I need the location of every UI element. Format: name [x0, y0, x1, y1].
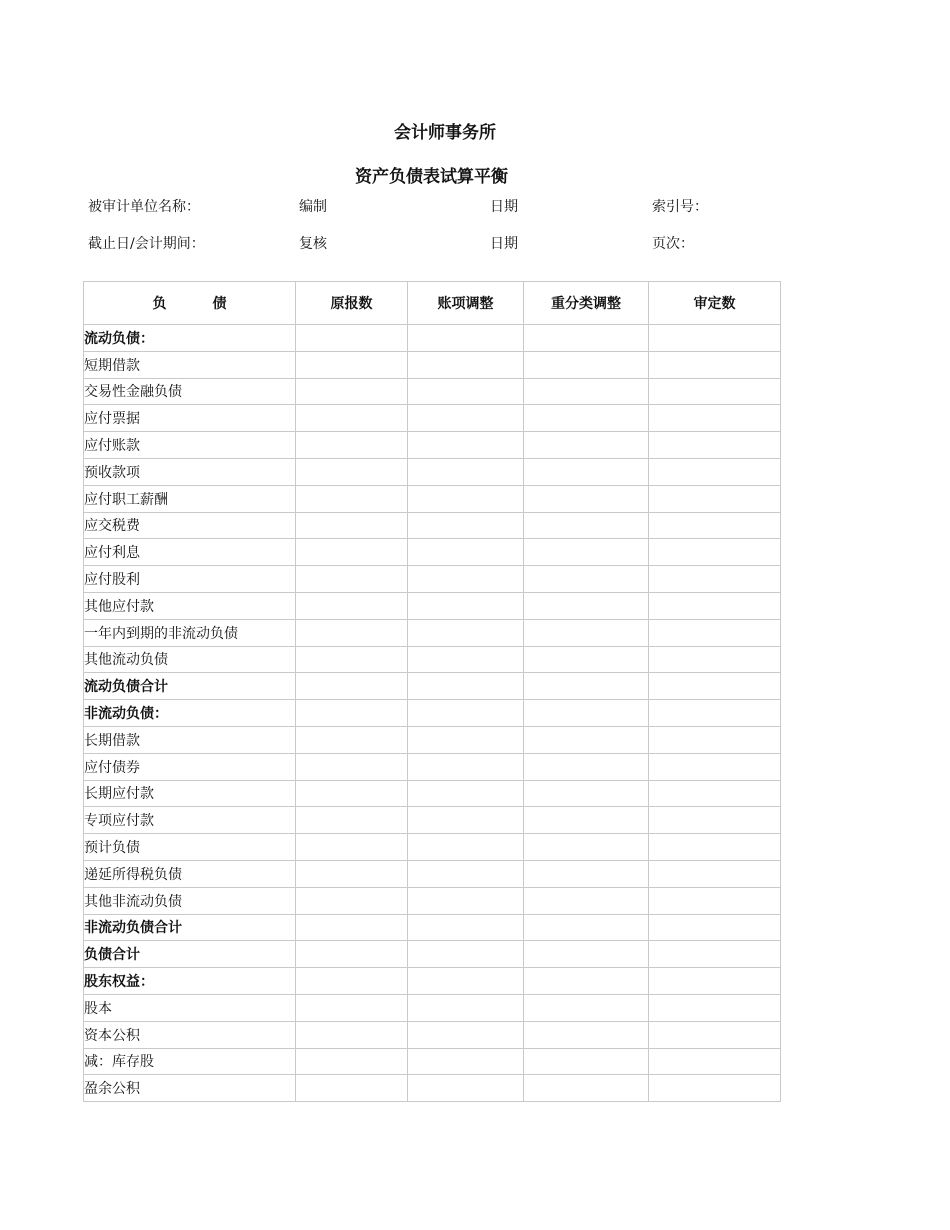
- adjustment-cell[interactable]: [408, 405, 524, 432]
- audited-value-cell[interactable]: [649, 860, 781, 887]
- table-row: [84, 914, 781, 941]
- table-row: [84, 726, 781, 753]
- column-header-original: 原报数: [296, 282, 408, 325]
- table-row: [84, 619, 781, 646]
- table-row: [84, 512, 781, 539]
- reclassification-cell[interactable]: [524, 860, 649, 887]
- audited-value-cell[interactable]: [649, 485, 781, 512]
- reclassification-cell[interactable]: [524, 914, 649, 941]
- reclassification-cell[interactable]: [524, 592, 649, 619]
- original-value-cell[interactable]: [296, 914, 408, 941]
- original-value-cell[interactable]: [296, 834, 408, 861]
- table-row: [84, 1048, 781, 1075]
- adjustment-cell[interactable]: [408, 485, 524, 512]
- original-value-cell[interactable]: [296, 860, 408, 887]
- table-row: [84, 860, 781, 887]
- header-item-char-2: 债: [212, 296, 227, 312]
- adjustment-cell[interactable]: [408, 700, 524, 727]
- reclassification-cell[interactable]: [524, 673, 649, 700]
- original-value-cell[interactable]: [296, 485, 408, 512]
- table-row: [84, 968, 781, 995]
- original-value-cell[interactable]: [296, 726, 408, 753]
- adjustment-cell[interactable]: [408, 887, 524, 914]
- adjustment-cell[interactable]: [408, 807, 524, 834]
- row-label: 短期借款: [84, 351, 296, 378]
- column-header-reclassification: 重分类调整: [524, 282, 649, 325]
- audited-value-cell[interactable]: [649, 432, 781, 459]
- original-value-cell[interactable]: [296, 887, 408, 914]
- adjustment-cell[interactable]: [408, 968, 524, 995]
- reclassification-cell[interactable]: [524, 378, 649, 405]
- original-value-cell[interactable]: [296, 619, 408, 646]
- adjustment-cell[interactable]: [408, 432, 524, 459]
- row-label: 递延所得税负债: [84, 860, 296, 887]
- row-label: 长期借款: [84, 726, 296, 753]
- original-value-cell[interactable]: [296, 539, 408, 566]
- reclassification-cell[interactable]: [524, 539, 649, 566]
- adjustment-cell[interactable]: [408, 458, 524, 485]
- adjustment-cell[interactable]: [408, 646, 524, 673]
- original-value-cell[interactable]: [296, 1021, 408, 1048]
- reclassification-cell[interactable]: [524, 780, 649, 807]
- row-label: 长期应付款: [84, 780, 296, 807]
- original-value-cell[interactable]: [296, 458, 408, 485]
- original-value-cell[interactable]: [296, 592, 408, 619]
- audited-value-cell[interactable]: [649, 700, 781, 727]
- original-value-cell[interactable]: [296, 646, 408, 673]
- original-value-cell[interactable]: [296, 325, 408, 352]
- table-row: [84, 673, 781, 700]
- table-row: [84, 325, 781, 352]
- table-row: [84, 378, 781, 405]
- audited-value-cell[interactable]: [649, 1021, 781, 1048]
- table-row: [84, 458, 781, 485]
- audited-value-cell[interactable]: [649, 1075, 781, 1102]
- review-date-label: 日期: [490, 236, 518, 252]
- adjustment-cell[interactable]: [408, 1021, 524, 1048]
- period-label: 截止日/会计期间：: [88, 236, 205, 252]
- column-header-audited: 审定数: [649, 282, 781, 325]
- adjustment-cell[interactable]: [408, 726, 524, 753]
- row-label: 减：库存股: [84, 1048, 296, 1075]
- original-value-cell[interactable]: [296, 512, 408, 539]
- audited-entity-label: 被审计单位名称：: [88, 199, 200, 215]
- audited-value-cell[interactable]: [649, 968, 781, 995]
- table-row: [84, 539, 781, 566]
- table-row: [84, 646, 781, 673]
- adjustment-cell[interactable]: [408, 914, 524, 941]
- reclassification-cell[interactable]: [524, 458, 649, 485]
- audited-value-cell[interactable]: [649, 592, 781, 619]
- adjustment-cell[interactable]: [408, 512, 524, 539]
- index-number-label: 索引号：: [652, 199, 708, 215]
- original-value-cell[interactable]: [296, 1075, 408, 1102]
- row-label: 应付职工薪酬: [84, 485, 296, 512]
- row-label: 应付债券: [84, 753, 296, 780]
- audited-value-cell[interactable]: [649, 780, 781, 807]
- original-value-cell[interactable]: [296, 566, 408, 593]
- reclassification-cell[interactable]: [524, 753, 649, 780]
- trial-balance-table: [83, 281, 781, 1102]
- reclassification-cell[interactable]: [524, 351, 649, 378]
- audited-value-cell[interactable]: [649, 673, 781, 700]
- adjustment-cell[interactable]: [408, 860, 524, 887]
- table-row: [84, 1021, 781, 1048]
- reclassification-cell[interactable]: [524, 994, 649, 1021]
- audited-value-cell[interactable]: [649, 378, 781, 405]
- table-row: [84, 807, 781, 834]
- original-value-cell[interactable]: [296, 1048, 408, 1075]
- adjustment-cell[interactable]: [408, 753, 524, 780]
- reclassification-cell[interactable]: [524, 646, 649, 673]
- adjustment-cell[interactable]: [408, 994, 524, 1021]
- row-label: 应付票据: [84, 405, 296, 432]
- reclassification-cell[interactable]: [524, 566, 649, 593]
- prepared-by-label: 编制: [299, 199, 327, 215]
- page-number-label: 页次：: [652, 236, 694, 252]
- row-label: 股东权益：: [84, 968, 296, 995]
- original-value-cell[interactable]: [296, 673, 408, 700]
- audited-value-cell[interactable]: [649, 914, 781, 941]
- table-row: [84, 485, 781, 512]
- original-value-cell[interactable]: [296, 807, 408, 834]
- original-value-cell[interactable]: [296, 405, 408, 432]
- adjustment-cell[interactable]: [408, 566, 524, 593]
- table-row: [84, 834, 781, 861]
- audited-value-cell[interactable]: [649, 941, 781, 968]
- audited-value-cell[interactable]: [649, 753, 781, 780]
- audited-value-cell[interactable]: [649, 512, 781, 539]
- row-label: 非流动负债合计: [84, 914, 296, 941]
- prepared-date-label: 日期: [490, 199, 518, 215]
- row-label: 专项应付款: [84, 807, 296, 834]
- original-value-cell[interactable]: [296, 941, 408, 968]
- table-row: [84, 780, 781, 807]
- original-value-cell[interactable]: [296, 432, 408, 459]
- table-row: [84, 994, 781, 1021]
- audited-value-cell[interactable]: [649, 994, 781, 1021]
- row-label: 负债合计: [84, 941, 296, 968]
- adjustment-cell[interactable]: [408, 539, 524, 566]
- reclassification-cell[interactable]: [524, 405, 649, 432]
- reclassification-cell[interactable]: [524, 726, 649, 753]
- audited-value-cell[interactable]: [649, 807, 781, 834]
- reclassification-cell[interactable]: [524, 432, 649, 459]
- row-label: 非流动负债：: [84, 700, 296, 727]
- audited-value-cell[interactable]: [649, 646, 781, 673]
- audited-value-cell[interactable]: [649, 566, 781, 593]
- original-value-cell[interactable]: [296, 378, 408, 405]
- row-label: 股本: [84, 994, 296, 1021]
- audited-value-cell[interactable]: [649, 351, 781, 378]
- row-label: 应付账款: [84, 432, 296, 459]
- adjustment-cell[interactable]: [408, 941, 524, 968]
- row-label: 应付股利: [84, 566, 296, 593]
- audited-value-cell[interactable]: [649, 887, 781, 914]
- table-header-row: [84, 282, 781, 325]
- row-label: 预收款项: [84, 458, 296, 485]
- row-label: 其他应付款: [84, 592, 296, 619]
- table-row: [84, 887, 781, 914]
- adjustment-cell[interactable]: [408, 1048, 524, 1075]
- adjustment-cell[interactable]: [408, 378, 524, 405]
- original-value-cell[interactable]: [296, 700, 408, 727]
- reclassification-cell[interactable]: [524, 887, 649, 914]
- table-row: [84, 351, 781, 378]
- row-label: 交易性金融负债: [84, 378, 296, 405]
- audited-value-cell[interactable]: [649, 834, 781, 861]
- adjustment-cell[interactable]: [408, 619, 524, 646]
- table-row: [84, 592, 781, 619]
- reviewed-by-label: 复核: [299, 236, 327, 252]
- adjustment-cell[interactable]: [408, 673, 524, 700]
- reclassification-cell[interactable]: [524, 1075, 649, 1102]
- table-row: [84, 1075, 781, 1102]
- row-label: 流动负债：: [84, 325, 296, 352]
- reclassification-cell[interactable]: [524, 700, 649, 727]
- reclassification-cell[interactable]: [524, 1021, 649, 1048]
- reclassification-cell[interactable]: [524, 485, 649, 512]
- column-header-item: [84, 282, 296, 325]
- reclassification-cell[interactable]: [524, 325, 649, 352]
- original-value-cell[interactable]: [296, 351, 408, 378]
- original-value-cell[interactable]: [296, 753, 408, 780]
- adjustment-cell[interactable]: [408, 834, 524, 861]
- table-row: [84, 941, 781, 968]
- original-value-cell[interactable]: [296, 780, 408, 807]
- row-label: 盈余公积: [84, 1075, 296, 1102]
- audited-value-cell[interactable]: [649, 325, 781, 352]
- firm-name: 会计师事务所: [394, 123, 496, 143]
- row-label: 资本公积: [84, 1021, 296, 1048]
- adjustment-cell[interactable]: [408, 1075, 524, 1102]
- table-row: [84, 753, 781, 780]
- table-row: [84, 566, 781, 593]
- reclassification-cell[interactable]: [524, 968, 649, 995]
- audited-value-cell[interactable]: [649, 1048, 781, 1075]
- audited-value-cell[interactable]: [649, 458, 781, 485]
- adjustment-cell[interactable]: [408, 780, 524, 807]
- row-label: 应付利息: [84, 539, 296, 566]
- page-title: 资产负债表试算平衡: [355, 167, 508, 187]
- table-row: [84, 405, 781, 432]
- original-value-cell[interactable]: [296, 968, 408, 995]
- original-value-cell[interactable]: [296, 994, 408, 1021]
- reclassification-cell[interactable]: [524, 619, 649, 646]
- header-item-char-1: 负: [152, 296, 167, 312]
- column-header-adjustment: 账项调整: [408, 282, 524, 325]
- row-label: 其他非流动负债: [84, 887, 296, 914]
- reclassification-cell[interactable]: [524, 834, 649, 861]
- reclassification-cell[interactable]: [524, 1048, 649, 1075]
- audited-value-cell[interactable]: [649, 619, 781, 646]
- row-label: 流动负债合计: [84, 673, 296, 700]
- table-row: [84, 700, 781, 727]
- row-label: 一年内到期的非流动负债: [84, 619, 296, 646]
- reclassification-cell[interactable]: [524, 512, 649, 539]
- row-label: 应交税费: [84, 512, 296, 539]
- audited-value-cell[interactable]: [649, 405, 781, 432]
- reclassification-cell[interactable]: [524, 807, 649, 834]
- row-label: 其他流动负债: [84, 646, 296, 673]
- audited-value-cell[interactable]: [649, 539, 781, 566]
- row-label: 预计负债: [84, 834, 296, 861]
- table-row: [84, 432, 781, 459]
- adjustment-cell[interactable]: [408, 325, 524, 352]
- adjustment-cell[interactable]: [408, 351, 524, 378]
- adjustment-cell[interactable]: [408, 592, 524, 619]
- reclassification-cell[interactable]: [524, 941, 649, 968]
- audited-value-cell[interactable]: [649, 726, 781, 753]
